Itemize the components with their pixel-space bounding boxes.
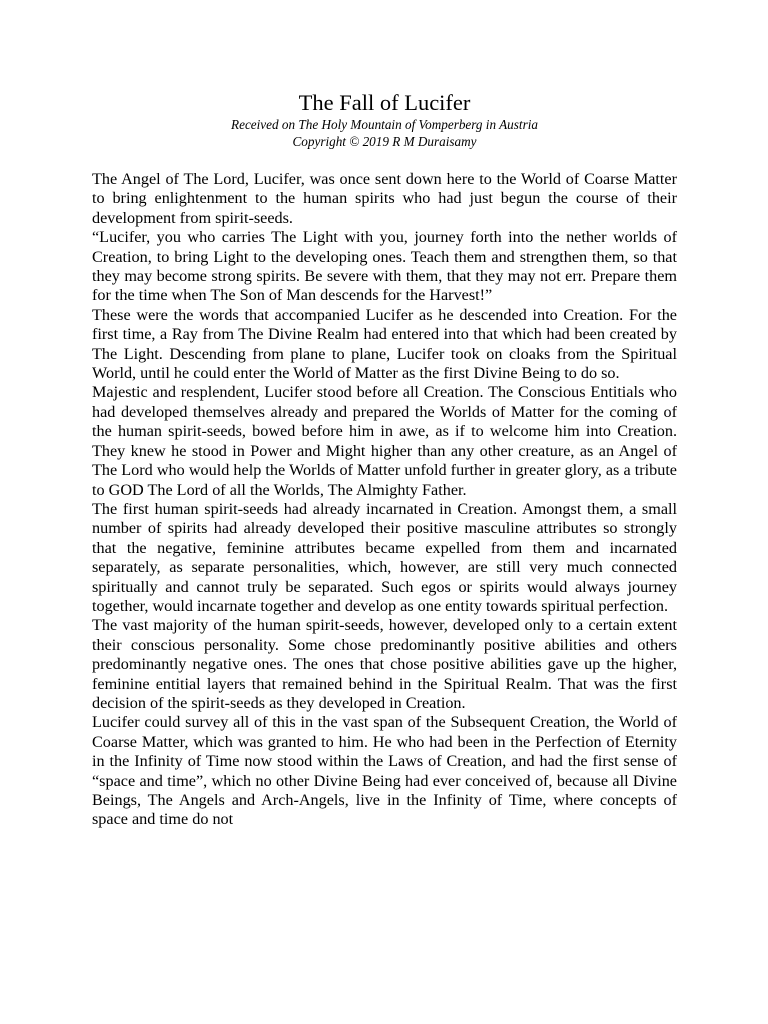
- paragraph: These were the words that accompanied Lucifer as he descended into Creation. For the first time, a Ray from The Divine Realm had entered into that which had been created by The Light. Descending from plane to plane, Lucifer took on cloaks from the Spiritual World, until he could enter the World of Matter as the first Divine Being to do so.: [92, 305, 677, 383]
- body-text: [92, 170, 677, 830]
- paragraph: Lucifer could survey all of this in the vast span of the Subsequent Creation, the World of Coarse Matter, which was granted to him. He who had been in the Perfection of Eternity in the Infinity of Time now stood within the Laws of Creation, and had the first sense of “space and time”, which no other Divine Being had ever conceived of, because all Divine Beings, The Angels and Arch-Angels, live in the Infinity of Time, where concepts of space and time do not: [92, 713, 677, 829]
- received-line: Received on The Holy Mountain of Vomperberg in Austria: [231, 117, 538, 132]
- document-title: The Fall of Lucifer: [298, 90, 471, 115]
- paragraph: “Lucifer, you who carries The Light with you, journey forth into the nether worlds of Creation, to bring Light to the developing ones. Teach them and strengthen them, so that they may become strong spirits. Be severe with them, that they may not err. Prepare them for the time when The Son of Man descends for the Harvest!”: [92, 228, 677, 305]
- header-spacer: [92, 150, 677, 170]
- copyright-line: Copyright © 2019 R M Duraisamy: [292, 134, 477, 149]
- paragraph: The vast majority of the human spirit-seeds, however, developed only to a certain extent their conscious personality. Some chose predominantly positive abilities and others predominantly negative ones. The ones that chose positive abilities gave up the higher, feminine entitial layers that remained behind in the Spiritual Realm. That was the first decision of the spirit-seeds as they developed in Creation.: [92, 616, 677, 712]
- paragraph: Majestic and resplendent, Lucifer stood before all Creation. The Conscious Entitials who had developed themselves already and prepared the Worlds of Matter for the coming of the human spirit-seeds, bowed before him in awe, as if to welcome him into Creation. They knew he stood in Power and Might higher than any other creature, as an Angel of The Lord who would help the Worlds of Matter unfold further in greater glory, as a tribute to GOD The Lord of all the Worlds, The Almighty Father.: [92, 383, 677, 499]
- paragraph: The first human spirit-seeds had already incarnated in Creation. Amongst them, a small number of spirits had already developed their positive masculine attributes so strongly that the negative, feminine attributes became expelled from them and incarnated separately, as separate personalities, which, however, are still very much connected spiritually and cannot truly be separated. Such egos or spirits would always journey together, would incarnate together and develop as one entity towards spiritual perfection.: [92, 499, 677, 615]
- paragraph: The Angel of The Lord, Lucifer, was once sent down here to the World of Coarse Matter to bring enlightenment to the human spirits who had just begun the course of their development from spirit-seeds.: [92, 170, 677, 227]
